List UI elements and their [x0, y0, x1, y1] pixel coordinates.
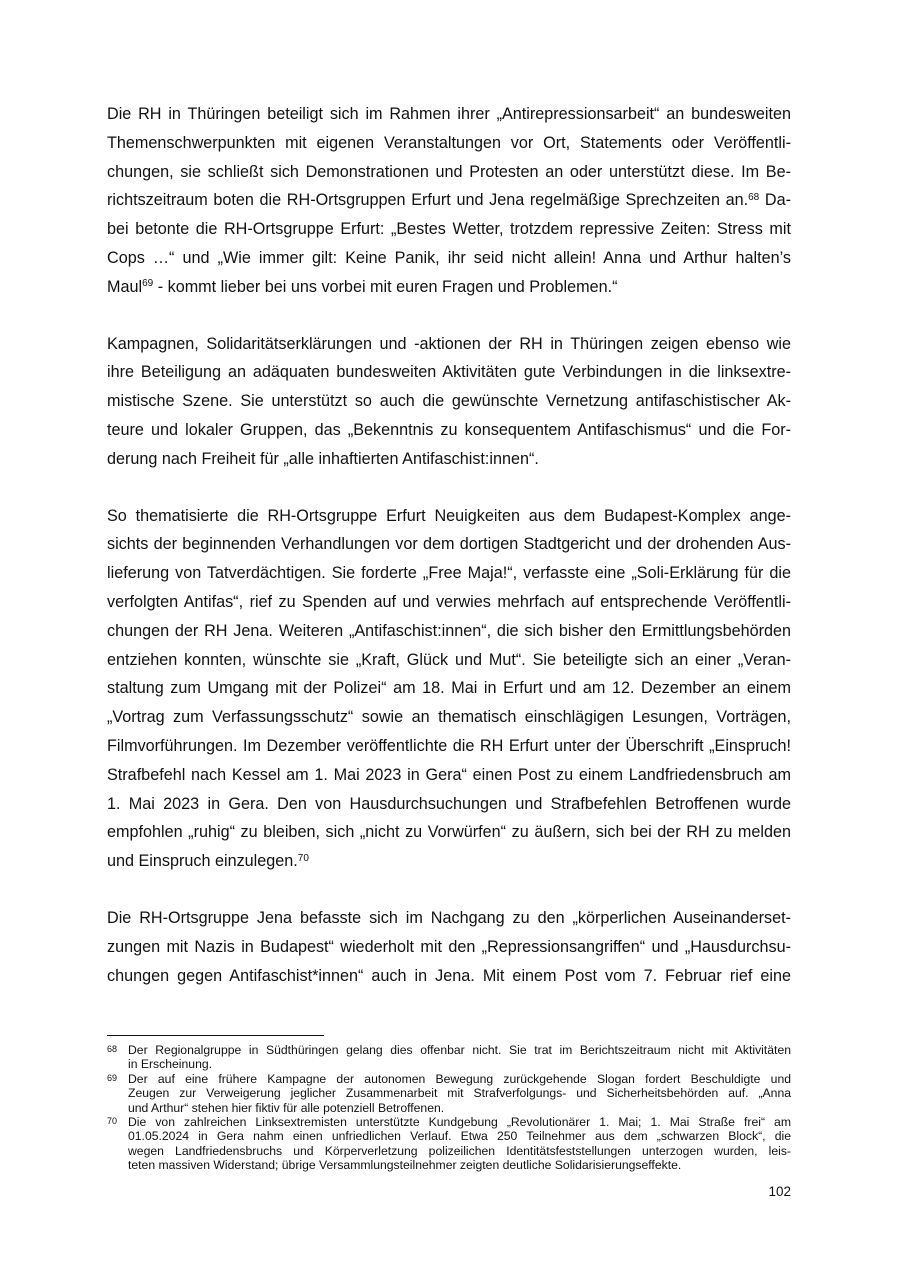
paragraph-1 [107, 100, 791, 302]
footnote-70 [107, 1115, 791, 1173]
paragraph-4 [107, 904, 791, 990]
footnote-68 [107, 1043, 791, 1072]
text-line: chungen gegen Antifaschist*innen“ auch in Jena. Mit einem Post vom 7. Februar rief eine [107, 966, 791, 985]
footnote-line: Der auf eine frühere Kampagne der autonomen Bewegung zurückgehende Slogan fordert Beschuldigte und [128, 1071, 791, 1086]
text-line: sichts der beginnenden Verhandlungen vor dem dortigen Stadtgericht und der drohenden Aus- [107, 535, 791, 554]
text-line: 1. Mai 2023 in Gera. Den von Hausdurchsuchungen und Strafbefehlen Betroffenen wurde [107, 794, 791, 813]
page-number: 102 [768, 1184, 791, 1199]
text-line: Cops …“ und „Wie immer gilt: Keine Panik, ihr seid nicht allein! Anna und Arthur halten’s [107, 248, 791, 267]
text-line: bei betonte die RH-Ortsgruppe Erfurt: „Bestes Wetter, trotzdem repressive Zeiten: Stress mit [107, 220, 791, 239]
footnote-line: 01.05.2024 in Gera nahm einen unfriedlichen Verlauf. Etwa 250 Teilnehmer aus dem „schwarzen Block“, die [128, 1129, 791, 1144]
text-line [107, 847, 791, 876]
text-segment: Maul [107, 277, 143, 296]
text-line: Strafbefehl nach Kessel am 1. Mai 2023 in Gera“ einen Post zu einem Landfriedensbruch am [107, 765, 791, 784]
text-line: zungen mit Nazis in Budapest“ wiederholt mit den „Repressionsangriffen“ und „Hausdurchsu- [107, 937, 791, 956]
footnote-number: 68 [107, 1044, 118, 1054]
text-line [107, 186, 791, 215]
text-line: lieferung von Tatverdächtigen. Sie forderte „Free Maja!“, verfasste eine „Soli-Erklärung für die [107, 564, 791, 583]
paragraph-2 [107, 330, 791, 474]
paragraph-3 [107, 502, 791, 876]
footnote-ref-68[interactable]: 68 [748, 191, 760, 203]
footnote-line: Der Regionalgruppe in Südthüringen gelang dies offenbar nicht. Sie trat im Berichtszeitraum nicht mit Aktivitäten [128, 1043, 791, 1057]
document-body [107, 100, 791, 1018]
text-segment: richtszeitraum boten die RH-Ortsgruppen Erfurt und Jena regelmäßige Sprechzeiten an. [107, 191, 749, 210]
text-line: teure und lokaler Gruppen, das „Bekenntnis zu konsequentem Antifaschismus“ und die For- [107, 420, 791, 439]
text-line: derung nach Freiheit für „alle inhaftierten Antifaschist:innen“. [107, 449, 539, 468]
footnote-69 [107, 1072, 791, 1115]
footnote-ref-69[interactable]: 69 [142, 278, 154, 290]
footnote-divider [107, 1035, 324, 1036]
text-line: Kampagnen, Solidaritätserklärungen und -aktionen der RH in Thüringen zeigen ebenso wie [107, 334, 791, 353]
text-line: Die RH-Ortsgruppe Jena befasste sich im Nachgang zu den „körperlichen Auseinanderset- [107, 908, 791, 927]
text-line: ihre Beteiligung an adäquaten bundesweiten Aktivitäten gute Verbindungen in die linksextre- [107, 363, 791, 382]
text-line: staltung zum Umgang mit der Polizei“ am 18. Mai in Erfurt und am 12. Dezember an einem [107, 679, 791, 698]
text-line: So thematisierte die RH-Ortsgruppe Erfurt Neuigkeiten aus dem Budapest-Komplex ange- [107, 506, 791, 525]
text-segment: - kommt lieber bei uns vorbei mit euren Fragen und Problemen.“ [153, 277, 618, 296]
text-line: „Vortrag zum Verfassungsschutz“ sowie an thematisch einschlägigen Lesungen, Vorträgen, [107, 708, 791, 727]
text-line: verfolgten Antifas“, rief zu Spenden auf und verwies mehrfach auf entsprechende Veröffentli- [107, 592, 791, 611]
footnote-line: Die von zahlreichen Linksextremisten unterstützte Kundgebung „Revolutionärer 1. Mai; 1. Mai Straße frei“ am [128, 1115, 791, 1130]
text-line: empfohlen „ruhig“ zu bleiben, sich „nicht zu Vorwürfen“ zu äußern, sich bei der RH zu melden [107, 823, 791, 842]
footnote-line: wegen Landfriedensbruchs und Körperverletzung polizeilichen Identitätsfeststellungen unterzogen wurden, leis- [128, 1143, 791, 1158]
footnote-line: Zeugen zur Verweigerung jeglicher Zusammenarbeit mit Strafverfolgungs- und Sicherheitsbehörden auf. „Anna [128, 1086, 791, 1101]
text-line: entziehen konnten, wünschte sie „Kraft, Glück und Mut“. Sie beteiligte sich an einer „Veran- [107, 650, 791, 669]
text-line: chungen der RH Jena. Weiteren „Antifaschist:innen“, die sich bisher den Ermittlungsbehörden [107, 621, 791, 640]
text-segment: und Einspruch einzulegen. [107, 852, 298, 871]
text-line: Filmvorführungen. Im Dezember veröffentlichte die RH Erfurt unter der Überschrift „Einspruch! [107, 736, 791, 755]
footnote-line: und Arthur“ stehen hier fiktiv für alle potenziell Betroffenen. [128, 1100, 445, 1115]
text-line: mistische Szene. Sie unterstützt so auch die gewünschte Vernetzung antifaschistischer Ak- [107, 392, 791, 411]
text-line: Themenschwerpunkten mit eigenen Veranstaltungen vor Ort, Statements oder Veröffentli- [107, 133, 791, 152]
text-line [107, 273, 791, 302]
footnote-number: 70 [107, 1116, 118, 1127]
text-line: chungen, sie schließt sich Demonstrationen und Protesten an oder unterstützt diese. Im Be- [107, 162, 791, 181]
footnote-ref-70[interactable]: 70 [297, 852, 309, 864]
footnote-line: teten massiven Widerstand; übrige Versammlungsteilnehmer zeigten deutliche Solidarisierungseffekte. [128, 1158, 682, 1173]
footnote-number: 69 [107, 1072, 118, 1083]
footnote-line: in Erscheinung. [128, 1057, 213, 1072]
footnotes-section [107, 1035, 791, 1173]
text-line: Die RH in Thüringen beteiligt sich im Rahmen ihrer „Antirepressionsarbeit“ an bundesweiten [107, 105, 791, 123]
text-segment: Da- [759, 191, 791, 210]
